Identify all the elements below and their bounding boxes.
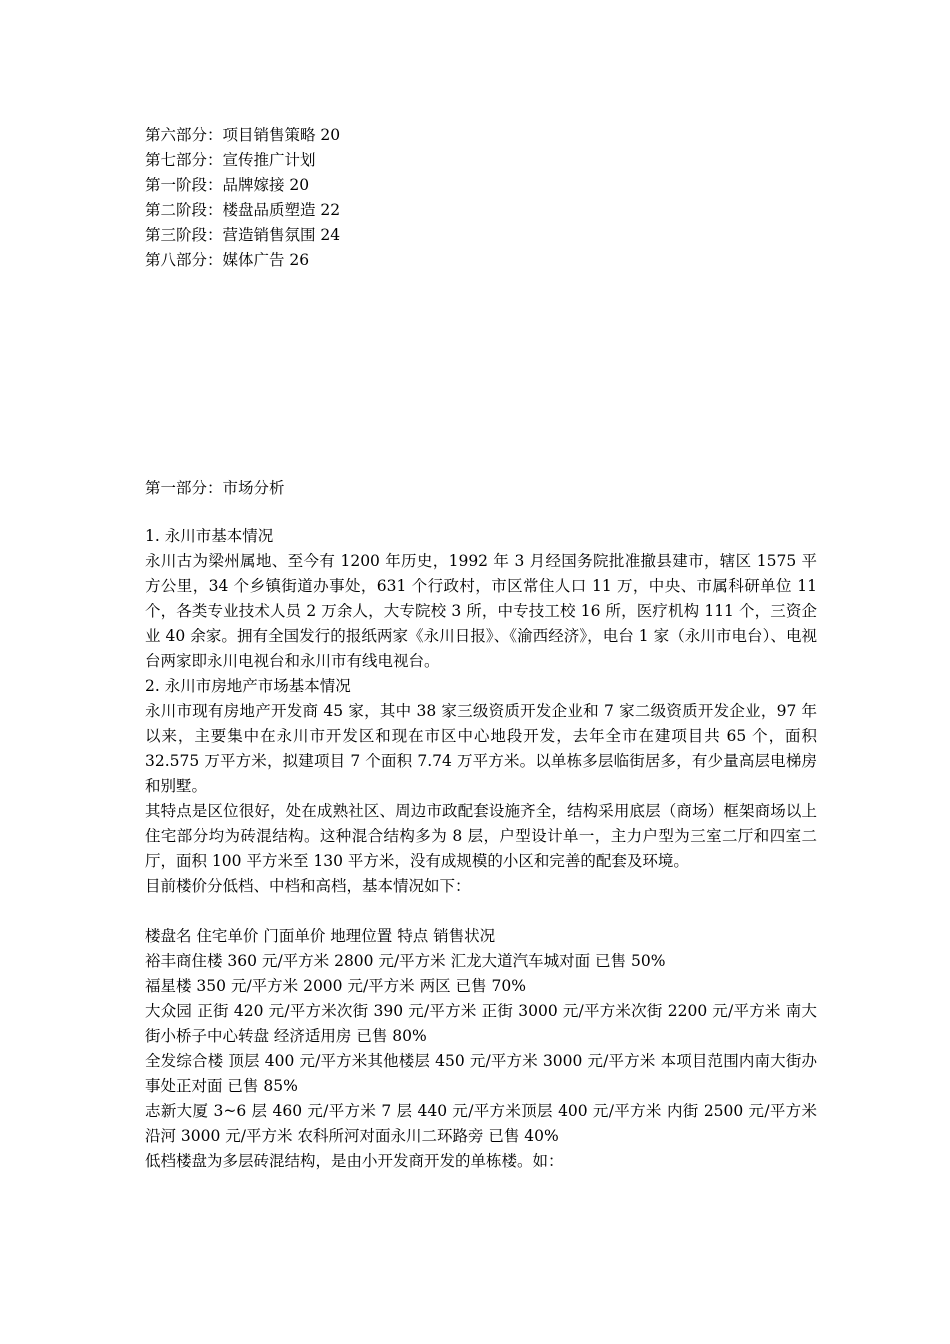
table-row: 大众园 正街 420 元/平方米次街 390 元/平方米 正街 3000 元/平方米次街 2200 元/平方米 南大街小桥子中心转盘 经济适用房 已售 80% (145, 1002, 817, 1045)
table-row: 福星楼 350 元/平方米 2000 元/平方米 两区 已售 70% (145, 977, 526, 995)
table-of-contents (145, 123, 817, 273)
toc-entry: 第六部分：项目销售策略 20 (145, 126, 341, 144)
toc-entry: 第三阶段：营造销售氛围 24 (145, 226, 341, 244)
heading-basic-info: 1. 永川市基本情况 (145, 527, 274, 545)
toc-entry: 第一阶段：品牌嫁接 20 (145, 176, 310, 194)
table-row: 志新大厦 3~6 层 460 元/平方米 7 层 440 元/平方米顶层 400 元/平方米 内街 2500 元/平方米沿河 3000 元/平方米 农科所河对面永川二环路旁 已售 40% (145, 1102, 817, 1145)
heading-real-estate-market: 2. 永川市房地产市场基本情况 (145, 677, 351, 695)
paragraph-city-overview: 永川古为梁州属地、至今有 1200 年历史，1992 年 3 月经国务院批准撤县建市，辖区 1575 平方公里，34 个乡镇街道办事处，631 个行政村，市区常住人口 11 万，中央、市属科研单位 11 个，各类专业技术人员 2 万余人，大专院校 3 所，中专技工校 16 所，医疗机构 111 个，三资企业 40 余家。拥有全国发行的报纸两家《永川日报》、《渝西经济》，电台 1 家（永川市电台）、电视台两家即永川电视台和永川市有线电视台。 (145, 552, 817, 670)
toc-entry: 第八部分：媒体广告 26 (145, 251, 310, 269)
paragraph-price-levels: 目前楼价分低档、中档和高档，基本情况如下： (145, 877, 471, 895)
blank-line (145, 899, 817, 924)
section-title-text: 第一部分：市场分析 (145, 479, 285, 497)
toc-entry: 第七部分：宣传推广计划 (145, 151, 316, 169)
table-row: 裕丰商住楼 360 元/平方米 2800 元/平方米 汇龙大道汽车城对面 已售 50% (145, 952, 666, 970)
paragraph-low-end: 低档楼盘为多层砖混结构，是由小开发商开发的单栋楼。如： (145, 1152, 564, 1170)
table-row: 全发综合楼 顶层 400 元/平方米其他楼层 450 元/平方米 3000 元/平方米 本项目范围内南大街办事处正对面 已售 85% (145, 1052, 817, 1095)
section-title (145, 476, 817, 501)
toc-entry: 第二阶段：楼盘品质塑造 22 (145, 201, 341, 219)
document-body (145, 524, 817, 1174)
paragraph-characteristics: 其特点是区位很好，处在成熟社区、周边市政配套设施齐全，结构采用底层（商场）框架商场以上住宅部分均为砖混结构。这种混合结构多为 8 层，户型设计单一，主力户型为三室二厅和四室二厅，面积 100 平方米至 130 平方米，没有成规模的小区和完善的配套及环境。 (145, 802, 817, 870)
table-header-row: 楼盘名 住宅单价 门面单价 地理位置 特点 销售状况 (145, 927, 496, 945)
paragraph-developers: 永川市现有房地产开发商 45 家，其中 38 家三级资质开发企业和 7 家二级资质开发企业，97 年以来，主要集中在永川市开发区和现在市区中心地段开发，去年全市在建项目共 65 个，面积 32.575 万平方米，拟建项目 7 个面积 7.74 万平方米。以单栋多层临街居多，有少量高层电梯房和别墅。 (145, 702, 817, 795)
